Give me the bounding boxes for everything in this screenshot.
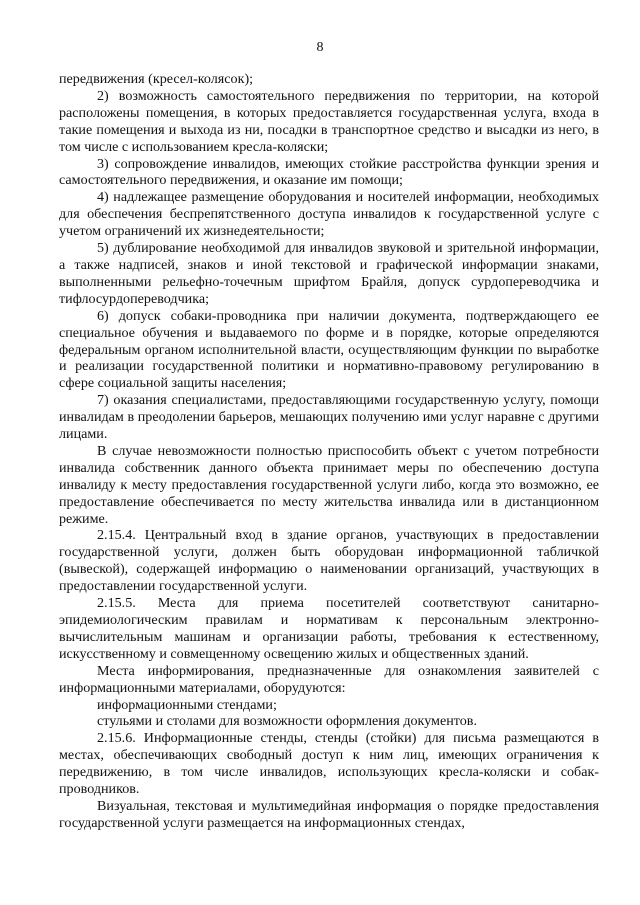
list-item-3: 3) сопровождение инвалидов, имеющих стойкие расстройства функции зрения и самостоятельного передвижения, и оказание им помощи; <box>59 155 599 189</box>
page-number: 8 <box>316 40 324 55</box>
document-body <box>59 71 599 832</box>
list-item-4: 4) надлежащее размещение оборудования и носителей информации, необходимых для обеспечения беспрепятственного доступа инвалидов к государственной услуге с учетом ограничений их жизнедеятельности; <box>59 189 599 240</box>
paragraph-impossibility: В случае невозможности полностью приспособить объект с учетом потребности инвалида собственник данного объекта принимает меры по обеспечению доступа инвалиду к месту предоставления государственной услуги либо, когда это возможно, ее предоставление обеспечивается по месту жительства инвалида или в дистанционном режиме. <box>59 442 599 527</box>
list-item-2: 2) возможность самостоятельного передвижения по территории, на которой расположены помещения, в которых предоставляется государственная услуга, входа в такие помещения и выхода из ни, посадки в транспортное средство и высадки из него, в том числе с использованием кресла-коляски; <box>59 87 599 155</box>
paragraph-info-places: Места информирования, предназначенные для ознакомления заявителей с информационными материалами, оборудуются: <box>59 662 599 696</box>
clause-2-15-5: 2.15.5. Места для приема посетителей соответствуют санитарно-эпидемиологическим правилам и нормативам к персональным электронно-вычислительным машинам и организации работы, требования к естественному, искусственному и совмещенному освещению жилых и общественных зданий. <box>59 595 599 662</box>
list-item-chairs-tables: стульями и столами для возможности оформления документов. <box>97 713 477 730</box>
clause-2-15-4: 2.15.4. Центральный вход в здание органов, участвующих в предоставлении государственной услуги, должен быть оборудован информационной табличкой (вывеской), содержащей информацию о наименовании организаций, участвующих в предоставлении государственной услуги. <box>59 527 599 595</box>
list-item-7: 7) оказания специалистами, предоставляющими государственную услугу, помощи инвалидам в преодолении барьеров, мешающих получению ими услуг наравне с другими лицами. <box>59 392 599 443</box>
paragraph-continuation: передвижения (кресел-колясок); <box>59 71 254 87</box>
list-item-info-stands: информационными стендами; <box>97 696 277 713</box>
list-item-6: 6) допуск собаки-проводника при наличии документа, подтверждающего ее специальное обучения и выдаваемого по форме и в порядке, которые определяются федеральным органом исполнительной власти, осуществляющим функции по выработке и реализации государственной политики и нормативно-правовому регулированию в сфере социальной защиты населения; <box>59 307 599 392</box>
clause-2-15-6: 2.15.6. Информационные стенды, стенды (стойки) для письма размещаются в местах, обеспечивающих свободный доступ к ним лиц, имеющих ограничения к передвижению, в том числе инвалидов, использующих кресла-коляски и собак-проводников. <box>59 730 599 798</box>
list-item-5: 5) дублирование необходимой для инвалидов звуковой и зрительной информации, а также надписей, знаков и иной текстовой и графической информации знаками, выполненными рельефно-точечным шрифтом Брайля, допуск сурдопереводчика и тифлосурдопереводчика; <box>59 240 599 307</box>
paragraph-visual-info: Визуальная, текстовая и мультимедийная информация о порядке предоставления государственной услуги размещается на информационных стендах, <box>59 797 599 831</box>
